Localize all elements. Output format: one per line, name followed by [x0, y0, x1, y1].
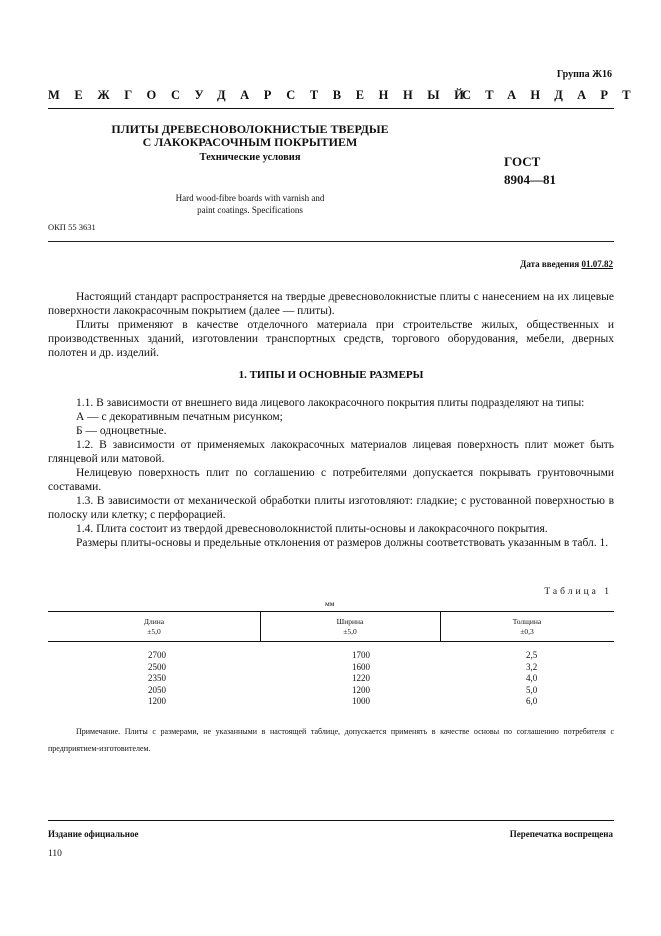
document-subtitle: Технические условия [199, 152, 301, 163]
clause-1-2: 1.2. В зависимости от применяемых лакокрасочных материалов лицевая поверхность плит может быть глянцевой или матовой. [48, 439, 614, 465]
english-title-line-2: paint coatings. Specifications [197, 205, 303, 215]
table-cell: 2,5 [526, 650, 538, 660]
page-number: 110 [48, 849, 62, 859]
length-column [148, 650, 166, 708]
table-cell: 1700 [352, 650, 370, 660]
footer-rule [48, 820, 614, 821]
effective-date-label: Дата введения [520, 259, 580, 269]
table-caption: Таблица 1 [544, 587, 612, 597]
reprint-prohibited: Перепечатка воспрещена [509, 829, 613, 839]
clause-1-2-note: Нелицевую поверхность плит по соглашению с потребителями допускается покрывать грунтовочными составами. [48, 467, 614, 493]
type-a-item: А — с декоративным печатным рисунком; [76, 411, 283, 423]
okp-rule [48, 241, 614, 242]
header-length-tol: ±5,0 [147, 627, 161, 636]
table-cell: 1220 [352, 673, 370, 683]
english-title [150, 192, 350, 216]
intro-text [48, 290, 614, 360]
intro-paragraph-2: Плиты применяют в качестве отделочного материала при строительстве жилых, общественных и производственных зданий, изготовлении транспортных средств, торгового оборудования, мебели, дверных полотен и др. изделий. [48, 319, 614, 359]
clause-1-1: 1.1. В зависимости от внешнего вида лицевого лакокрасочного покрытия плиты подразделяют на типы: [76, 397, 585, 409]
width-column [352, 650, 370, 708]
table-cell: 1200 [352, 684, 370, 695]
table-unit: мм [325, 599, 335, 608]
standard-label-right: СТАНДАРТ [462, 88, 645, 102]
effective-date-value: 01.07.82 [581, 259, 613, 269]
header-width [260, 617, 440, 637]
clause-1-3: 1.3. В зависимости от механической обработки плиты изготовляют: гладкие; с рустованной поверхностью в полоску или клетку; с перфорацией. [48, 495, 614, 521]
table-cell: 4,0 [526, 673, 538, 683]
clause-1-4: 1.4. Плита состоит из твердой древесноволокнистой плиты-основы и лакокрасочного покрытия. [76, 523, 548, 535]
document-title [100, 123, 400, 149]
english-title-line-1: Hard wood-fibre boards with varnish and [175, 193, 325, 203]
table-cell: 2500 [148, 661, 166, 672]
table-cell: 1600 [352, 661, 370, 672]
header-rule [48, 108, 614, 109]
header-length [48, 617, 260, 637]
clause-1-4-sizes: Размеры плиты-основы и предельные отклонения от размеров должны соответствовать указанным в табл. 1. [76, 537, 609, 549]
table-cell: 1200 [148, 696, 166, 706]
table-cell: 6,0 [526, 696, 538, 706]
gost-code: 8904—81 [504, 172, 556, 187]
thickness-column [526, 650, 537, 708]
table-top-rule [48, 611, 614, 612]
header-width-name: Ширина [336, 617, 364, 626]
header-width-tol: ±5,0 [343, 627, 357, 636]
type-b-item: Б — одноцветные. [76, 425, 167, 437]
standard-label-left: МЕЖГОСУДАРСТВЕННЫЙ [48, 88, 479, 102]
table-cell: 2350 [148, 673, 166, 683]
gost-number [504, 153, 556, 189]
header-thickness-name: Толщина [512, 617, 542, 626]
gost-label: ГОСТ [504, 154, 541, 169]
table-cell: 2050 [148, 684, 166, 695]
table-cell: 5,0 [526, 684, 538, 695]
table-cell: 3,2 [526, 661, 538, 672]
title-line-2: С ЛАКОКРАСОЧНЫМ ПОКРЫТИЕМ [142, 135, 358, 149]
title-line-1: ПЛИТЫ ДРЕВЕСНОВОЛОКНИСТЫЕ ТВЕРДЫЕ [111, 122, 389, 136]
table-header-rule [48, 641, 614, 642]
section-body [48, 396, 614, 550]
table-cell: 2700 [148, 650, 166, 660]
header-thickness-tol: ±0,3 [520, 627, 534, 636]
header-thickness [440, 617, 614, 637]
table-cell: 1000 [352, 696, 370, 706]
official-edition: Издание официальное [48, 829, 139, 839]
okp-code: ОКП 55 3631 [48, 222, 96, 232]
section-heading: 1. ТИПЫ И ОСНОВНЫЕ РАЗМЕРЫ [238, 369, 424, 381]
effective-date [520, 259, 613, 269]
table-note: Примечание. Плиты с размерами, не указанными в настоящей таблице, допускается применять в качестве основы по соглашению потребителя с предприятием-изготовителем. [48, 727, 614, 753]
group-code: Группа Ж16 [556, 69, 612, 80]
intro-paragraph-1: Настоящий стандарт распространяется на твердые древесноволокнистые плиты с нанесением на их лицевые поверхности лакокрасочным покрытием (далее — плиты). [48, 291, 614, 317]
header-length-name: Длина [143, 617, 165, 626]
